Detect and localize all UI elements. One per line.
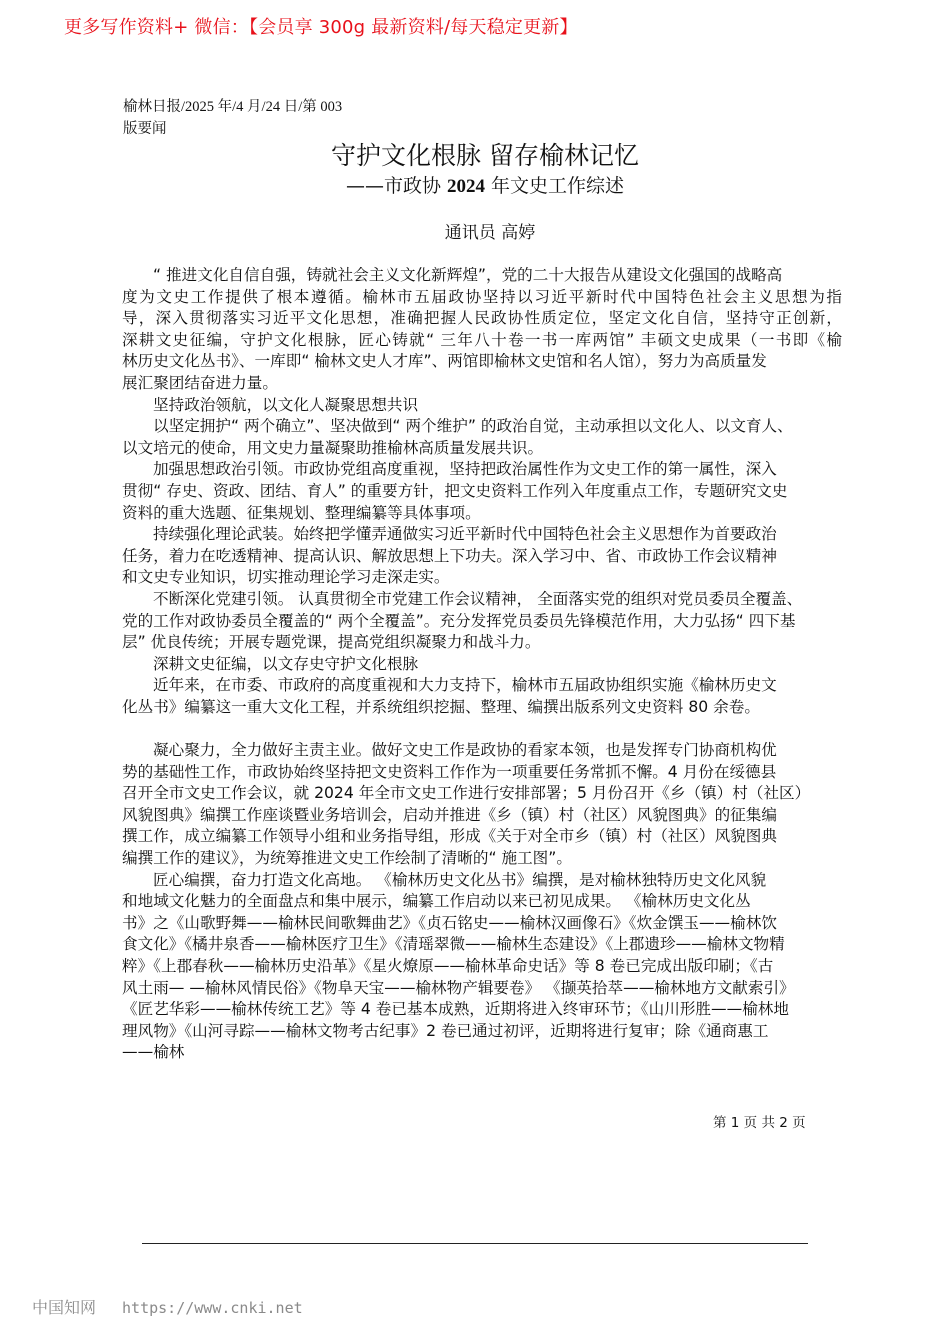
article-body [122,265,842,1064]
body-line: 书》之《山歌野舞——榆林民间歌舞曲艺》《贞石铭史——榆林汉画像石》《炊金馔玉——榆林饮 [122,913,777,932]
body-line: 和文史专业知识，切实推动理论学习走深走实。 [122,568,450,587]
section-heading: 坚持政治领航，以文化人凝聚思想共识 [153,395,419,414]
promo-banner: 更多写作资料+ 微信：【会员享 300g 最新资料/每天稳定更新】 [64,17,578,38]
section-heading: 深耕文史征编，以文存史守护文化根脉 [153,654,419,673]
body-line: 任务，着力在吃透精神、提高认识、解放思想上下功夫。深入学习中、省、市政协工作会议精神 [122,546,777,565]
body-line: 加强思想政治引领。市政协党组高度重视，坚持把政治属性作为文史工作的第一属性，深入 [153,460,777,479]
source-line-continued: 版要闻 [123,121,167,137]
body-line: 贯彻“ 存史、资政、团结、育人” 的重要方针，把文史资料工作列入年度重点工作，专题研究文史 [122,481,788,500]
body-line: 《匠艺华彩——榆林传统工艺》等 4 卷已基本成熟，近期将进入终审环节；《山川形胜——榆林地 [122,1000,789,1019]
body-line: 不断深化党建引领。 认真贯彻全市党建工作会议精神， 全面落实党的组织对党员委员全覆盖、 [153,589,803,608]
body-line: 资料的重大选题、征集规划、整理编纂等具体事项。 [122,503,481,522]
paragraph-gap [122,718,842,740]
body-line: 展汇聚团结奋进力量。 [122,373,278,392]
body-line: 深耕文史征编，守护文化根脉，匠心铸就“ 三年八十卷一书一库两馆” 丰硕文史成果（一书即《榆 [122,330,842,349]
body-line: 以文培元的使命，用文史力量凝聚助推榆林高质量发展共识。 [122,438,544,457]
byline: 通讯员 高婷 [444,223,536,243]
page-number: 第 1 页 共 2 页 [713,1115,806,1131]
body-line: 化丛书》编纂这一重大文化工程，并系统组织挖掘、整理、编撰出版系列文史资料 80 余卷。 [122,697,760,716]
body-line: 撰工作，成立编纂工作领导小组和业务指导组，形成《关于对全市乡（镇）村（社区）风貌图典 [122,827,777,846]
body-line: 匠心编撰，奋力打造文化高地。 《榆林历史文化丛书》编撰，是对榆林独特历史文化风貌 [153,870,767,889]
footer-divider [142,1243,808,1244]
body-line: “ 推进文化自信自强，铸就社会主义文化新辉煌”，党的二十大报告从建设文化强国的战略高 [153,266,783,284]
body-line: 理风物》《山河寻踪——榆林文物考古纪事》2 卷已通过初评，近期将进行复审；除《通商惠工 [122,1021,769,1040]
body-line: 风土雨— —榆林风情民俗》《物阜天宝——榆林物产辑要卷》 《撷英拾萃——榆林地方文献索引》 [122,978,795,997]
body-line: 度为文史工作提供了根本遵循。榆林市五届政协坚持以习近平新时代中国特色社会主义思想为指 [122,287,842,306]
article-title: 守护文化根脉 留存榆林记忆 [331,141,639,170]
subtitle-year: 2024 [447,176,485,197]
body-line: 风貌图典》编撰工作座谈暨业务培训会，启动并推进《乡（镇）村（社区）风貌图典》的征集编 [122,805,777,824]
site-name: 中国知网 [32,1300,97,1317]
body-line: 和地域文化魅力的全面盘点和集中展示，编纂工作启动以来已初见成果。 《榆林历史文化丛 [122,892,751,911]
subtitle-prefix: ——市政协 [345,175,447,197]
article-subtitle [0,171,950,198]
body-line: 导，深入贯彻落实习近平文化思想，准确把握人民政协性质定位，坚定文化自信，坚持守正创新， [122,309,842,328]
body-line: 林历史文化丛书》、一库即“ 榆林文史人才库”、两馆即榆林文史馆和名人馆），努力为高质量发 [122,352,767,371]
source-line: 榆林日报/2025 年/4 月/24 日/第 003 [123,99,343,115]
body-line: 持续强化理论武装。始终把学懂弄通做实习近平新时代中国特色社会主义思想作为首要政治 [153,525,777,544]
body-line: 近年来，在市委、市政府的高度重视和大力支持下，榆林市五届政协组织实施《榆林历史文 [153,676,777,695]
body-line: 层” 优良传统；开展专题党课，提高党组织凝聚力和战斗力。 [122,633,541,652]
subtitle-suffix: 年文史工作综述 [485,175,625,197]
footer-watermark [32,1295,303,1318]
body-line: 凝心聚力，全力做好主责主业。做好文史工作是政协的看家本领，也是发挥专门协商机构优 [153,741,777,760]
site-url: https://www.cnki.net [122,1299,303,1317]
body-line: 编撰工作的建议》，为统筹推进文史工作绘制了清晰的“ 施工图”。 [122,849,572,868]
body-line: 以坚定拥护“ 两个确立”、坚决做到“ 两个维护” 的政治自觉，主动承担以文化人、以文育人、 [153,417,793,436]
body-line: 势的基础性工作，市政协始终坚持把文史资料工作作为一项重要任务常抓不懈。4 月份在绥德县 [122,762,777,781]
body-line: 食文化》《橘井泉香——榆林医疗卫生》《清瑶翠微——榆林生态建设》《上郡遗珍——榆林文物精 [122,935,785,954]
body-line: 召开全市文史工作会议，就 2024 年全市文史工作进行安排部署；5 月份召开《乡（镇）村（社区） [122,784,811,803]
body-line: ——榆林 [122,1043,185,1062]
body-line: 粹》《上郡春秋——榆林历史沿革》《星火燎原——榆林革命史话》等 8 卷已完成出版印刷；《古 [122,957,774,975]
body-line: 党的工作对政协委员全覆盖的“ 两个全覆盖”。充分发挥党员委员先锋模范作用，大力弘扬“ 四下基 [122,611,796,630]
